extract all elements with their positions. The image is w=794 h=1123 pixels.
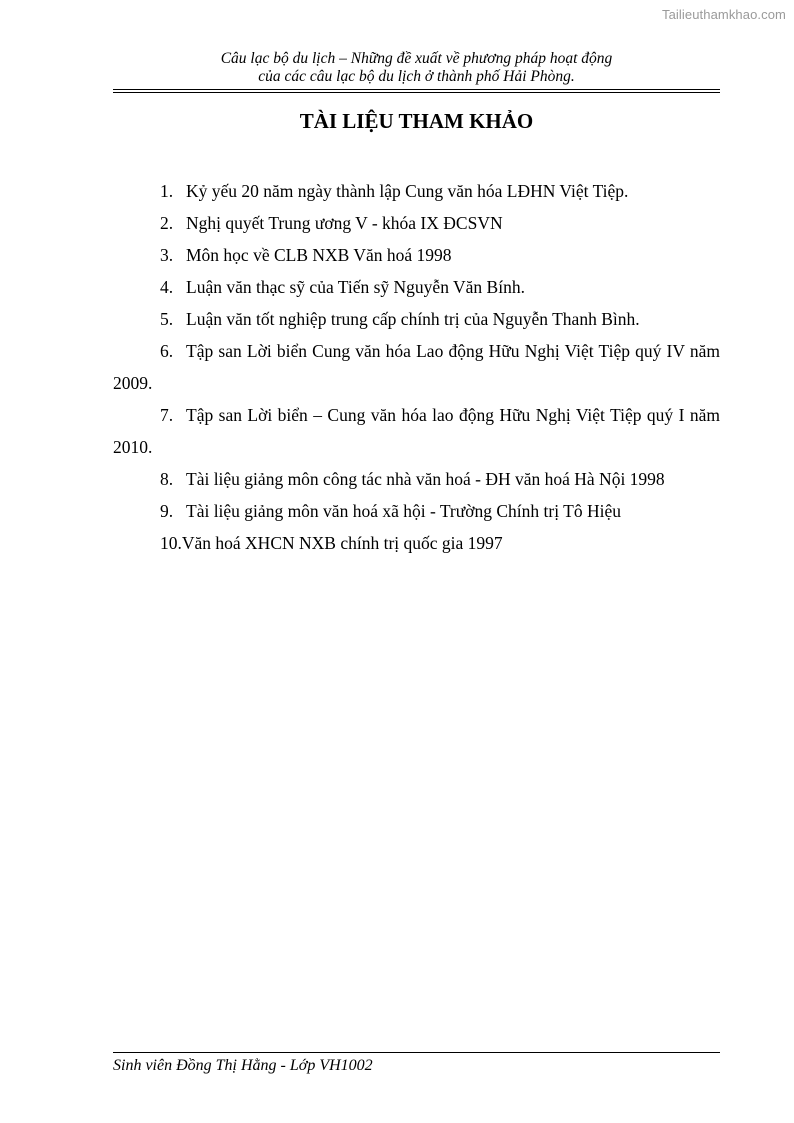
running-header [113,50,720,86]
reference-item [113,239,720,271]
watermark: Tailieuthamkhao.com [661,7,786,22]
reference-text: Văn hoá XHCN NXB chính trị quốc gia 1997 [181,533,503,553]
page-footer: Sinh viên Đồng Thị Hằng - Lớp VH1002 [113,1057,373,1074]
reference-item [113,463,720,495]
reference-text: Nghị quyết Trung ương V - khóa IX ĐCSVN [186,213,503,233]
reference-text: Môn học về CLB NXB Văn hoá 1998 [186,245,452,265]
reference-text: Luận văn thạc sỹ của Tiến sỹ Nguyễn Văn Bính. [186,277,525,297]
reference-number: 9. [160,501,174,521]
reference-number: 5. [160,309,174,329]
reference-item [113,303,720,335]
reference-item [113,335,720,399]
reference-item [113,399,720,463]
reference-number: 10. [160,533,182,553]
reference-number: 2. [160,213,174,233]
reference-number: 3. [160,245,174,265]
reference-item [113,271,720,303]
reference-number: 7. [160,405,174,425]
header-line-1: Câu lạc bộ du lịch – Những đề xuất về phương pháp hoạt động [220,50,613,67]
reference-text: Tài liệu giảng môn văn hoá xã hội - Trường Chính trị Tô Hiệu [186,501,621,521]
reference-list [113,175,720,559]
reference-number: 6. [160,341,174,361]
page-title: TÀI LIỆU THAM KHẢO [299,109,534,133]
reference-text: Luận văn tốt nghiệp trung cấp chính trị của Nguyễn Thanh Bình. [186,309,640,329]
footer-divider [113,1052,720,1053]
reference-number: 1. [160,181,174,201]
reference-item [113,495,720,527]
reference-number: 8. [160,469,174,489]
reference-text: Tập san Lời biển Cung văn hóa Lao động Hữu Nghị Việt Tiệp quý IV năm 2009. [113,341,720,393]
reference-text: Tài liệu giảng môn công tác nhà văn hoá - ĐH văn hoá Hà Nội 1998 [186,469,665,489]
header-divider [113,89,720,93]
reference-item [113,207,720,239]
reference-item [113,175,720,207]
reference-text: Tập san Lời biển – Cung văn hóa lao động Hữu Nghị Việt Tiệp quý I năm 2010. [113,405,720,457]
reference-number: 4. [160,277,174,297]
reference-text: Kỷ yếu 20 năm ngày thành lập Cung văn hóa LĐHN Việt Tiệp. [186,181,629,201]
header-line-2: của các câu lạc bộ du lịch ở thành phố Hải Phòng. [258,68,575,85]
reference-item [113,527,720,559]
